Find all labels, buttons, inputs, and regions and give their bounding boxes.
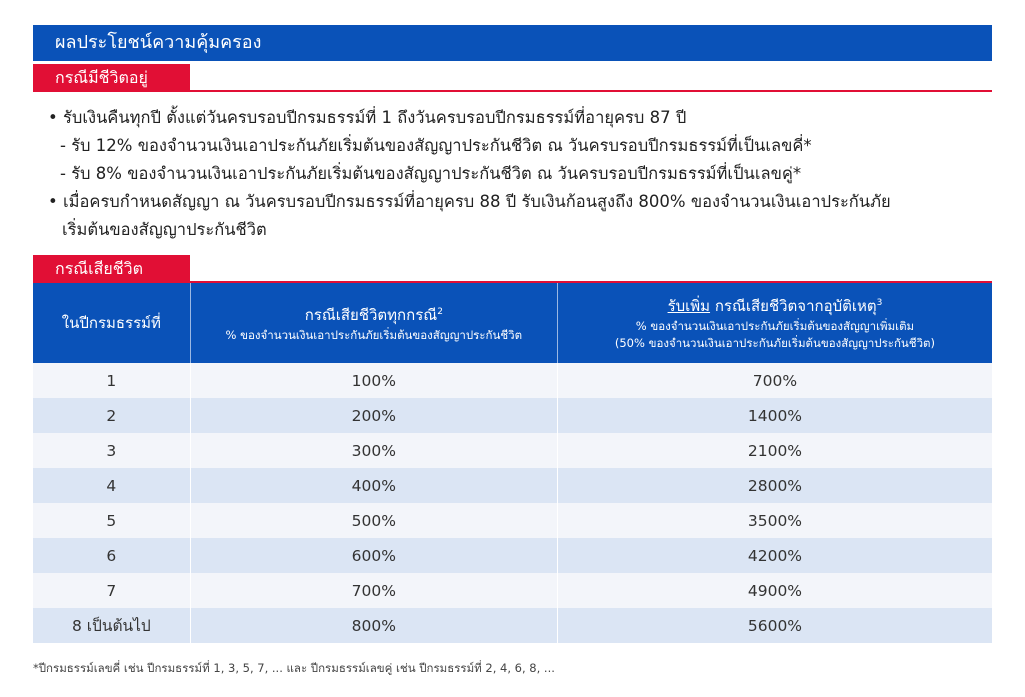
section-header: ผลประโยชน์ความคุ้มครอง [33,25,992,61]
accident-cell: 2800% [557,468,992,503]
all-causes-cell: 300% [190,433,557,468]
all-causes-cell: 600% [190,538,557,573]
policy-year-cell: 4 [33,468,190,503]
table-header-row [33,283,992,363]
all-causes-cell: 100% [190,363,557,398]
accident-cell: 3500% [557,503,992,538]
table-row [33,433,992,468]
col-policy-year [33,283,190,363]
col-accident-subtitle-2: (50% ของจำนวนเงินเอาประกันภัยเริ่มต้นของสัญญาประกันชีวิต) [614,336,936,350]
policy-year-cell: 2 [33,398,190,433]
col-all-causes [190,283,557,363]
policy-year-cell: 7 [33,573,190,608]
alive-benefit-line-2: - รับ 12% ของจำนวนเงินเอาประกันภัยเริ่มต้นของสัญญาประกันชีวิต ณ วันครบรอบปีกรมธรรม์ที่เป็นเลขคี่* [60,136,812,155]
col-accident [557,283,992,363]
alive-tag-underline [33,90,992,92]
col-all-causes-title: กรณีเสียชีวิตทุกกรณี$^2$ [304,305,443,324]
policy-year-cell: 3 [33,433,190,468]
alive-benefit-line-3: - รับ 8% ของจำนวนเงินเอาประกันภัยเริ่มต้นของสัญญาประกันชีวิต ณ วันครบรอบปีกรมธรรม์ที่เป็นเลขคู่* [60,164,802,183]
policy-year-cell: 8 เป็นต้นไป [33,608,190,643]
all-causes-cell: 500% [190,503,557,538]
col-accident-title: รับเพิ่ม กรณีเสียชีวิตจากอุบัติเหตุ$^3$ [667,297,883,315]
accident-cell: 5600% [557,608,992,643]
table-row [33,573,992,608]
accident-cell: 1400% [557,398,992,433]
table-row [33,538,992,573]
all-causes-cell: 800% [190,608,557,643]
policy-year-cell: 1 [33,363,190,398]
col-policy-year-label: ในปีกรมธรรม์ที่ [61,314,161,332]
alive-benefits-list [48,104,988,244]
table-row [33,468,992,503]
alive-case-tag: กรณีมีชีวิตอยู่ [33,64,190,92]
table-row [33,608,992,643]
accident-cell: 4900% [557,573,992,608]
all-causes-cell: 400% [190,468,557,503]
all-causes-cell: 200% [190,398,557,433]
footnote: *ปีกรมธรรม์เลขคี่ เช่น ปีกรมธรรม์ที่ 1, 3, 5, 7, ... และ ปีกรมธรรม์เลขคู่ เช่น ปีกรมธรรม์ที่ 2, 4, 6, 8, ... [33,661,555,675]
col-all-causes-subtitle: % ของจำนวนเงินเอาประกันภัยเริ่มต้นของสัญญาประกันชีวิต [225,327,523,342]
alive-benefit-line-4: • เมื่อครบกำหนดสัญญา ณ วันครบรอบปีกรมธรรม์ที่อายุครบ 88 ปี รับเงินก้อนสูงถึง 800% ของจำนวนเงินเอาประกันภัย [48,192,891,211]
table-row [33,363,992,398]
col-accident-subtitle-1: % ของจำนวนเงินเอาประกันภัยเริ่มต้นของสัญญาเพิ่มเติม [635,319,915,333]
table-row [33,503,992,538]
death-benefit-table [33,283,992,643]
table-row [33,398,992,433]
policy-year-cell: 6 [33,538,190,573]
alive-benefit-line-5: เริ่มต้นของสัญญาประกันชีวิต [62,220,267,239]
accident-cell: 700% [557,363,992,398]
policy-year-cell: 5 [33,503,190,538]
alive-benefit-line-1: • รับเงินคืนทุกปี ตั้งแต่วันครบรอบปีกรมธรรม์ที่ 1 ถึงวันครบรอบปีกรมธรรม์ที่อายุครบ 87 ปี [48,108,687,127]
death-case-tag: กรณีเสียชีวิต [33,255,190,283]
accident-cell: 2100% [557,433,992,468]
all-causes-cell: 700% [190,573,557,608]
accident-cell: 4200% [557,538,992,573]
